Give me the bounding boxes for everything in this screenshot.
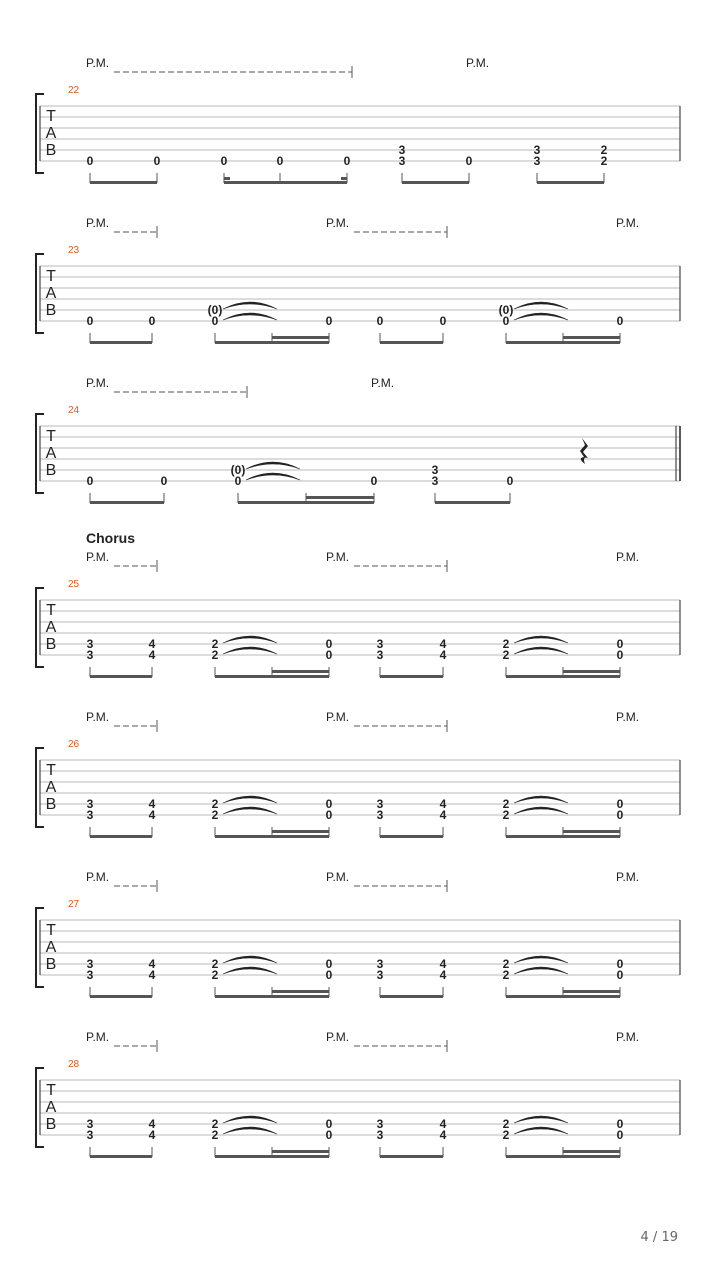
fret-number: 2: [211, 648, 219, 662]
tab-clef-letter: A: [45, 939, 57, 956]
fret-number: 3: [533, 154, 541, 168]
beam: [90, 835, 152, 838]
palm-mute-label: P.M.: [616, 870, 640, 884]
fret-number: 4: [439, 797, 447, 811]
fret-number: 4: [439, 1128, 447, 1142]
fret-number: 2: [502, 648, 510, 662]
fret-number: 0: [325, 1117, 333, 1131]
fret-number: 0: [325, 797, 333, 811]
tie-arc: [223, 302, 277, 309]
page-number: 4 / 19: [640, 1230, 678, 1245]
secondary-beam: [272, 1150, 329, 1153]
tie-arc: [223, 967, 277, 974]
beam: [380, 675, 443, 678]
fret-number: 0: [343, 154, 351, 168]
secondary-beam: [272, 336, 329, 339]
fret-number: 2: [600, 154, 608, 168]
quarter-rest: [580, 438, 588, 464]
tab-clef-letter: A: [45, 445, 57, 462]
fret-number: 0: [502, 314, 510, 328]
bar-number: 26: [68, 739, 80, 750]
tab-clef-letter: A: [45, 125, 57, 142]
fret-number: 2: [211, 797, 219, 811]
palm-mute-label: P.M.: [371, 376, 395, 390]
fret-number: 3: [86, 637, 94, 651]
tab-system-bar-24: [36, 376, 680, 504]
tie-arc: [514, 796, 568, 803]
fret-number: 0: [276, 154, 284, 168]
fret-number: 0: [616, 1117, 624, 1131]
fret-number: 0: [148, 314, 156, 328]
tie-arc: [514, 807, 568, 814]
tab-clef-letter: A: [45, 779, 57, 796]
tie-arc: [223, 647, 277, 654]
fret-number: 3: [86, 1128, 94, 1142]
palm-mute-label: P.M.: [86, 550, 110, 564]
fret-number: 4: [439, 808, 447, 822]
tab-system-bar-25: [36, 530, 680, 678]
tie-arc: [246, 462, 300, 469]
bar-number: 28: [68, 1059, 80, 1070]
fret-number: 3: [398, 143, 406, 157]
tab-clef-letter: B: [45, 302, 57, 319]
fret-number: 0: [325, 968, 333, 982]
fret-number: 0: [325, 808, 333, 822]
tab-system-bar-23: [36, 216, 680, 344]
fret-number: 0: [465, 154, 473, 168]
palm-mute-label: P.M.: [326, 550, 350, 564]
fret-number: 2: [502, 637, 510, 651]
tab-clef-letter: A: [45, 1099, 57, 1116]
fret-number: 0: [86, 154, 94, 168]
beam-stub: [341, 177, 347, 180]
tie-arc: [223, 636, 277, 643]
fret-number: 0: [616, 797, 624, 811]
palm-mute-label: P.M.: [86, 1030, 110, 1044]
beam: [380, 995, 443, 998]
fret-number: 0: [86, 314, 94, 328]
fret-number: 2: [211, 808, 219, 822]
beam: [380, 835, 443, 838]
palm-mute-label: P.M.: [326, 710, 350, 724]
bar-number: 23: [68, 245, 80, 256]
bar-number: 24: [68, 405, 80, 416]
fret-number: 0: [153, 154, 161, 168]
fret-number: 0: [616, 637, 624, 651]
beam: [90, 995, 152, 998]
fret-number: 0: [234, 474, 242, 488]
fret-number: 4: [148, 957, 156, 971]
fret-number: 2: [211, 968, 219, 982]
tie-arc: [223, 807, 277, 814]
fret-number: 0: [325, 648, 333, 662]
beam: [402, 181, 469, 184]
fret-number: (0): [207, 303, 223, 317]
fret-number: 0: [376, 314, 384, 328]
fret-number: 0: [211, 314, 219, 328]
fret-number: 4: [148, 808, 156, 822]
palm-mute-label: P.M.: [616, 216, 640, 230]
tab-clef-letter: T: [46, 268, 56, 285]
fret-number: 0: [370, 474, 378, 488]
fret-number: 3: [376, 957, 384, 971]
fret-number: 3: [376, 637, 384, 651]
tab-clef-letter: B: [45, 956, 57, 973]
fret-number: 0: [506, 474, 514, 488]
fret-number: 0: [86, 474, 94, 488]
fret-number: 4: [439, 1117, 447, 1131]
tab-clef-letter: B: [45, 1116, 57, 1133]
tie-arc: [514, 967, 568, 974]
tie-arc: [514, 313, 568, 320]
fret-number: 2: [211, 957, 219, 971]
fret-number: 3: [86, 957, 94, 971]
beam: [380, 1155, 443, 1158]
tie-arc: [223, 1116, 277, 1123]
palm-mute-label: P.M.: [86, 56, 110, 70]
tab-system-bar-27: [36, 870, 680, 998]
tie-arc: [223, 1127, 277, 1134]
fret-number: (0): [230, 463, 246, 477]
fret-number: 0: [439, 314, 447, 328]
fret-number: 3: [431, 463, 439, 477]
fret-number: 2: [502, 968, 510, 982]
tab-clef-letter: B: [45, 462, 57, 479]
secondary-beam: [272, 830, 329, 833]
fret-number: 0: [325, 1128, 333, 1142]
fret-number: 2: [502, 1117, 510, 1131]
fret-number: 3: [376, 797, 384, 811]
secondary-beam: [272, 670, 329, 673]
tab-system-bar-22: [36, 56, 680, 184]
fret-number: 2: [502, 797, 510, 811]
fret-number: 3: [533, 143, 541, 157]
fret-number: 4: [439, 968, 447, 982]
fret-number: 3: [86, 1117, 94, 1131]
palm-mute-label: P.M.: [86, 870, 110, 884]
secondary-beam: [563, 830, 620, 833]
beam: [380, 341, 443, 344]
fret-number: 3: [398, 154, 406, 168]
tab-clef-letter: T: [46, 1082, 56, 1099]
fret-number: 4: [148, 637, 156, 651]
tie-arc: [223, 313, 277, 320]
beam: [435, 501, 510, 504]
tab-clef-letter: T: [46, 922, 56, 939]
tie-arc: [514, 1127, 568, 1134]
secondary-beam: [306, 496, 374, 499]
beam: [224, 181, 347, 184]
fret-number: 4: [148, 797, 156, 811]
tie-arc: [223, 956, 277, 963]
palm-mute-label: P.M.: [86, 376, 110, 390]
secondary-beam: [563, 990, 620, 993]
fret-number: 3: [86, 648, 94, 662]
palm-mute-label: P.M.: [326, 1030, 350, 1044]
fret-number: (0): [498, 303, 514, 317]
tab-system-bar-26: [36, 710, 680, 838]
palm-mute-label: P.M.: [326, 216, 350, 230]
fret-number: 2: [211, 1117, 219, 1131]
beam: [537, 181, 604, 184]
palm-mute-label: P.M.: [86, 710, 110, 724]
fret-number: 4: [148, 648, 156, 662]
beam: [90, 341, 152, 344]
fret-number: 0: [616, 968, 624, 982]
fret-number: 3: [86, 797, 94, 811]
tie-arc: [514, 1116, 568, 1123]
fret-number: 0: [325, 314, 333, 328]
fret-number: 0: [325, 957, 333, 971]
fret-number: 0: [616, 957, 624, 971]
tie-arc: [223, 796, 277, 803]
bar-number: 22: [68, 85, 80, 96]
tab-clef-letter: A: [45, 285, 57, 302]
fret-number: 3: [86, 968, 94, 982]
tab-clef-letter: B: [45, 636, 57, 653]
palm-mute-label: P.M.: [616, 710, 640, 724]
fret-number: 3: [376, 968, 384, 982]
fret-number: 2: [502, 1128, 510, 1142]
fret-number: 2: [600, 143, 608, 157]
secondary-beam: [563, 336, 620, 339]
beam: [90, 181, 157, 184]
tab-clef-letter: T: [46, 602, 56, 619]
beam: [90, 675, 152, 678]
fret-number: 4: [148, 1117, 156, 1131]
fret-number: 3: [431, 474, 439, 488]
bar-number: 25: [68, 579, 80, 590]
fret-number: 3: [376, 1128, 384, 1142]
fret-number: 4: [439, 648, 447, 662]
beam: [90, 1155, 152, 1158]
fret-number: 2: [502, 808, 510, 822]
fret-number: 3: [376, 648, 384, 662]
tab-clef-letter: A: [45, 619, 57, 636]
fret-number: 2: [211, 637, 219, 651]
fret-number: 3: [376, 1117, 384, 1131]
secondary-beam: [272, 990, 329, 993]
tab-clef-letter: T: [46, 108, 56, 125]
fret-number: 0: [616, 808, 624, 822]
fret-number: 4: [148, 1128, 156, 1142]
fret-number: 0: [160, 474, 168, 488]
tie-arc: [246, 473, 300, 480]
beam-stub: [224, 177, 230, 180]
fret-number: 0: [616, 648, 624, 662]
fret-number: 0: [616, 314, 624, 328]
tab-clef-letter: T: [46, 762, 56, 779]
bar-number: 27: [68, 899, 80, 910]
fret-number: 0: [325, 637, 333, 651]
fret-number: 4: [148, 968, 156, 982]
secondary-beam: [563, 1150, 620, 1153]
fret-number: 4: [439, 637, 447, 651]
section-label: Chorus: [86, 530, 135, 546]
palm-mute-label: P.M.: [86, 216, 110, 230]
palm-mute-label: P.M.: [326, 870, 350, 884]
secondary-beam: [563, 670, 620, 673]
fret-number: 0: [616, 1128, 624, 1142]
palm-mute-label: P.M.: [616, 550, 640, 564]
tab-clef-letter: T: [46, 428, 56, 445]
fret-number: 2: [211, 1128, 219, 1142]
fret-number: 4: [439, 957, 447, 971]
fret-number: 0: [220, 154, 228, 168]
tie-arc: [514, 636, 568, 643]
fret-number: 2: [502, 957, 510, 971]
beam: [90, 501, 164, 504]
tab-clef-letter: B: [45, 796, 57, 813]
fret-number: 3: [376, 808, 384, 822]
palm-mute-label: P.M.: [466, 56, 490, 70]
tie-arc: [514, 956, 568, 963]
fret-number: 3: [86, 808, 94, 822]
tab-clef-letter: B: [45, 142, 57, 159]
tab-system-bar-28: [36, 1030, 680, 1158]
tie-arc: [514, 647, 568, 654]
palm-mute-label: P.M.: [616, 1030, 640, 1044]
tie-arc: [514, 302, 568, 309]
